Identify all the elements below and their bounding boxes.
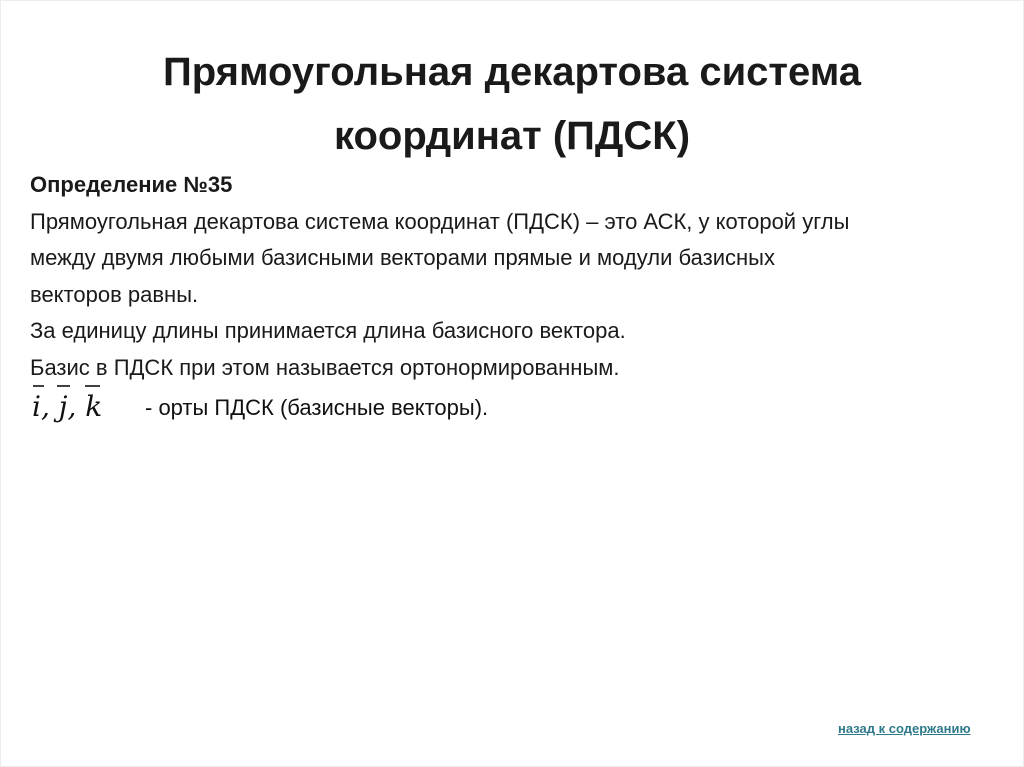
orts-description: - орты ПДСК (базисные векторы).	[145, 395, 489, 420]
paragraph-line-5: Базис в ПДСК при этом называется ортонормированным.	[30, 354, 620, 380]
paragraph-line-1: Прямоугольная декартова система координат (ПДСК) – это АСК, у которой углы	[30, 208, 850, 234]
title-line-2: координат (ПДСК)	[333, 114, 691, 158]
title-line-1: Прямоугольная декартова система	[162, 50, 862, 94]
paragraph-line-2: между двумя любыми базисными векторами прямые и модули базисных	[30, 245, 775, 270]
slide-title	[60, 40, 964, 168]
paragraph-line-4: За единицу длины принимается длина базисного вектора.	[30, 318, 626, 343]
orts-formula-letters: i, j, k	[32, 390, 103, 423]
orts-formula	[30, 380, 130, 428]
definition-heading: Определение №35	[30, 172, 233, 197]
paragraph-line-3: векторов равны.	[30, 281, 199, 307]
orts-row	[30, 380, 730, 430]
slide-body	[30, 167, 1000, 386]
back-to-contents-link[interactable]: назад к содержанию	[838, 721, 971, 736]
